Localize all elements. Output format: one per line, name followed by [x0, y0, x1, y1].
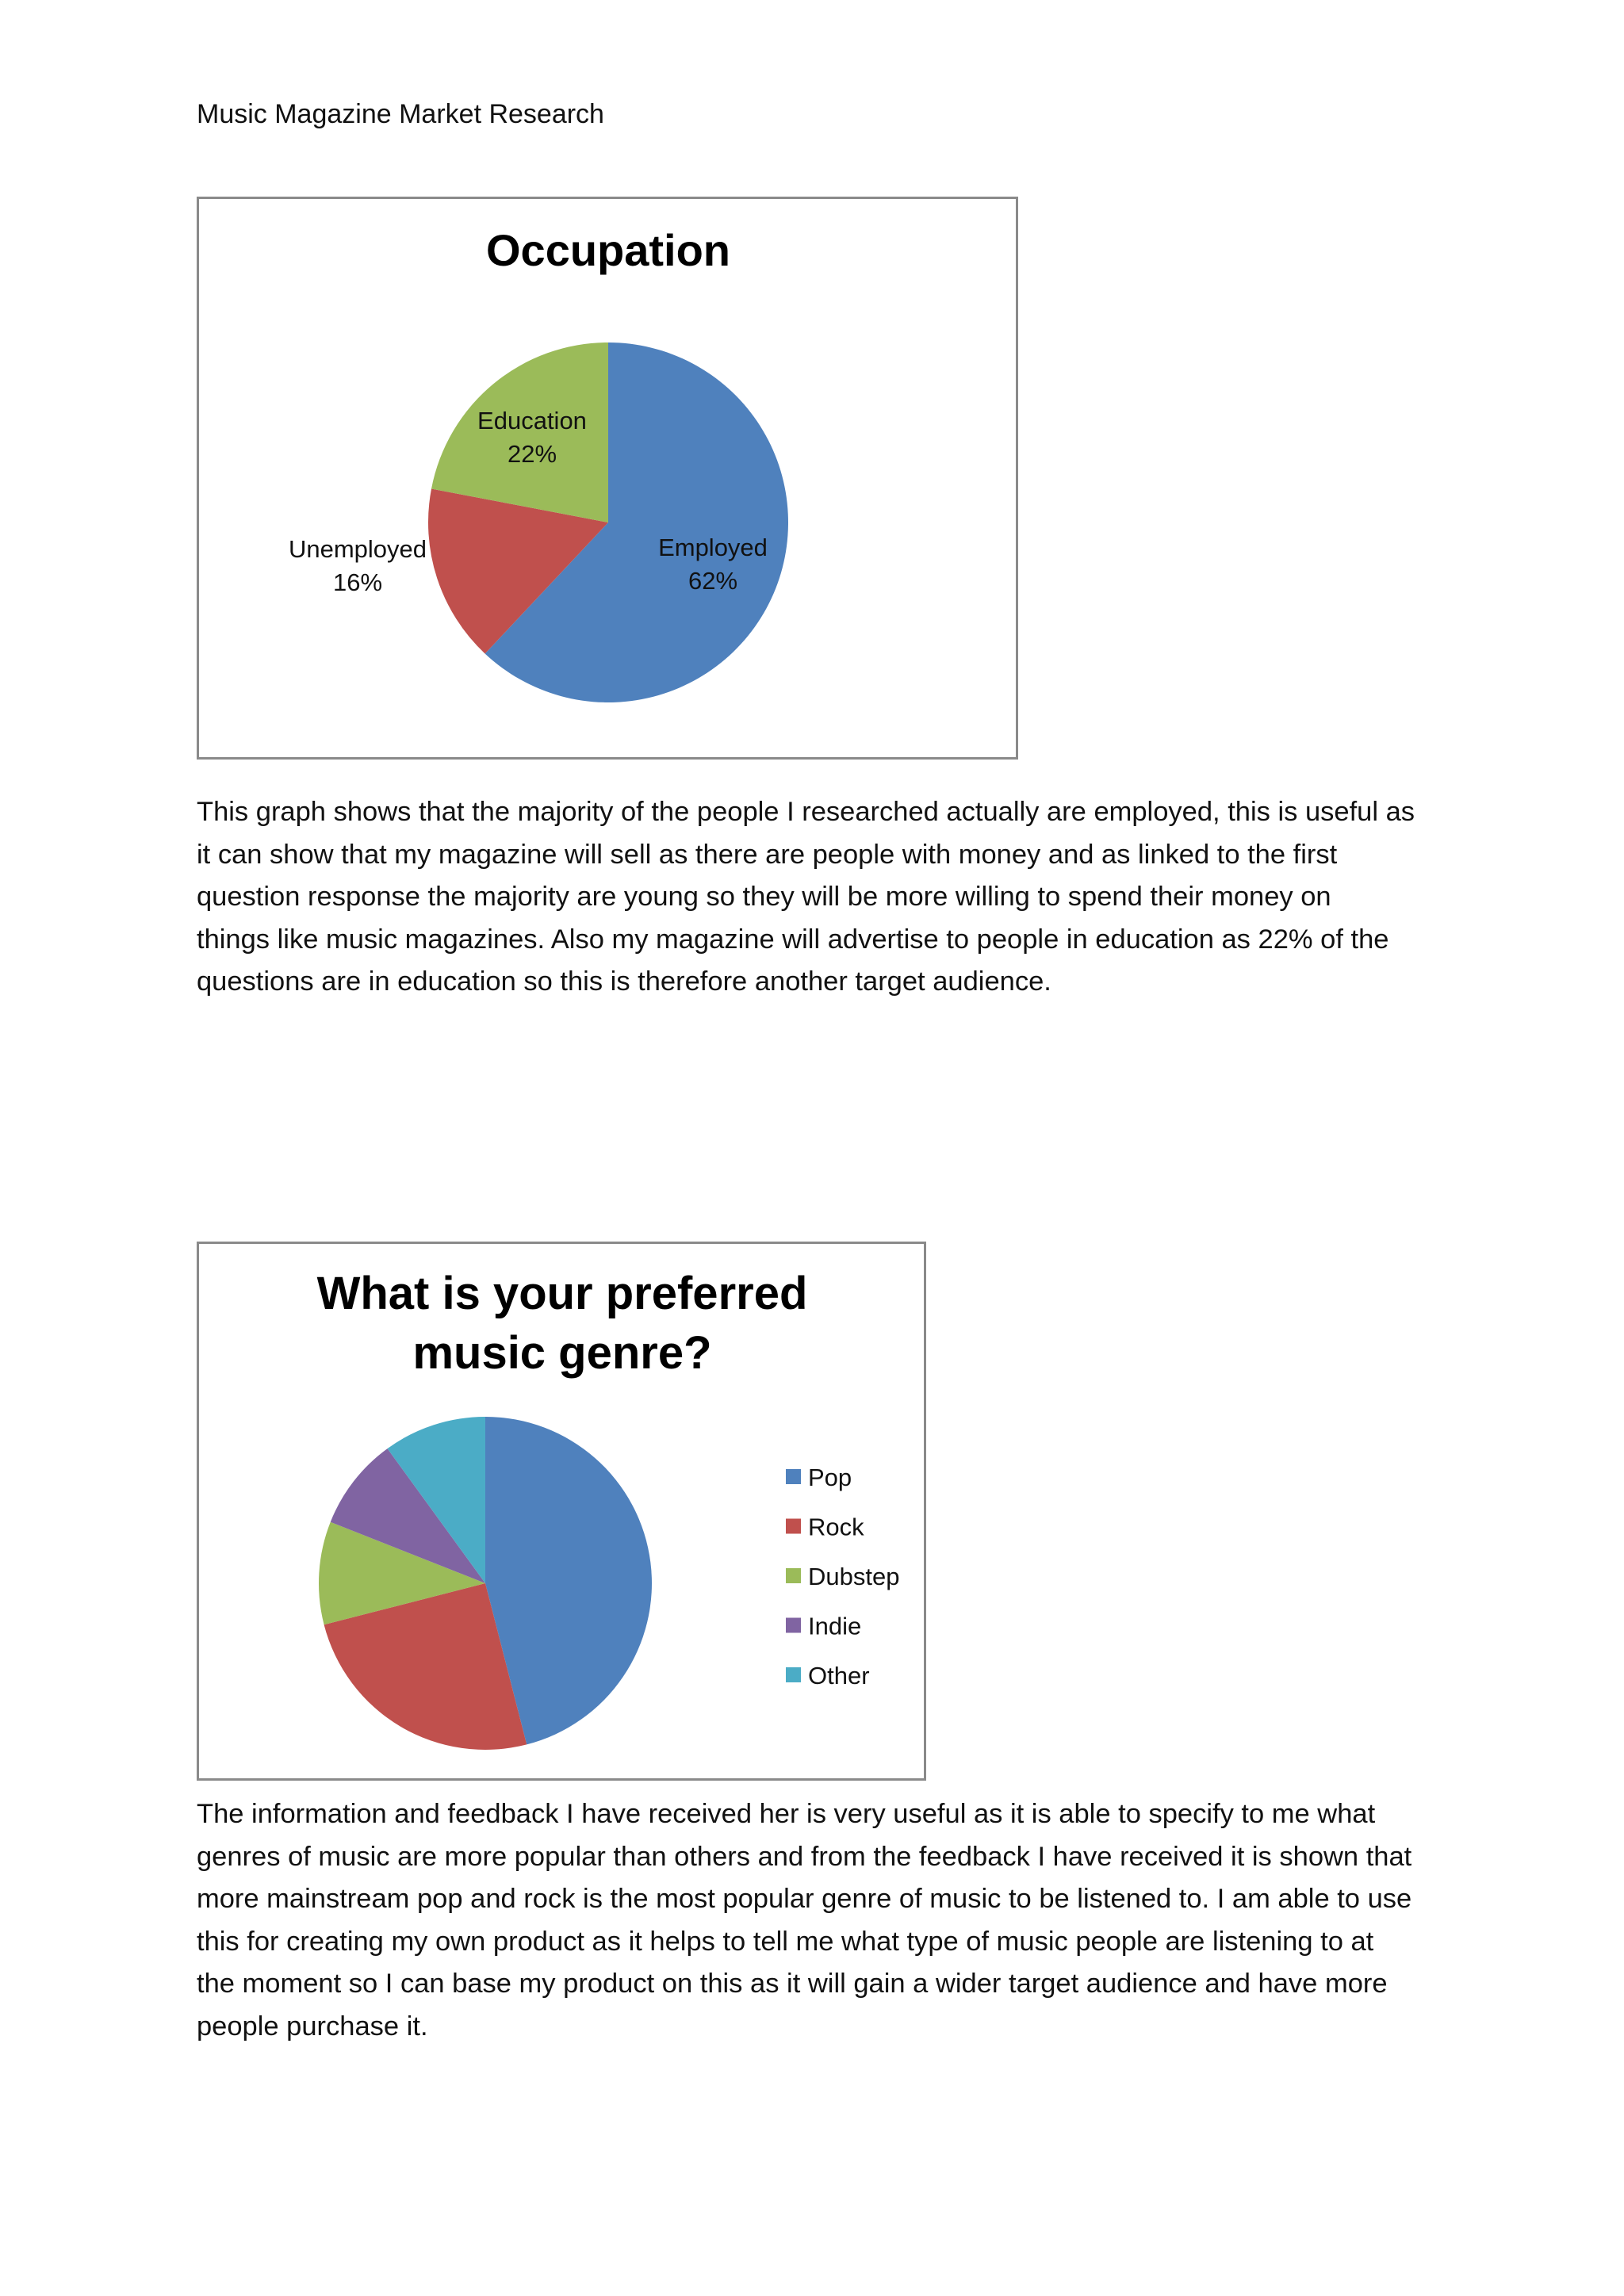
- genre-commentary: The information and feedback I have received her is very useful as it is able to specify to me what genres of music are more popular than others and from the feedback I have received it is shown that more mainstream pop and rock is the most popular genre of music to be listened to. I am able to use this for creating my own product as it helps to tell me what type of music people are listening to at the moment so I can base my product on this as it will gain a wider target audience and have more people purchase it.: [197, 1799, 1412, 2042]
- document-header: Music Magazine Market Research: [197, 99, 604, 129]
- chart-title: Occupation: [485, 225, 731, 275]
- legend-swatch-dubstep: [786, 1568, 801, 1583]
- legend-swatch-other: [786, 1667, 801, 1682]
- data-label-unemployed: Unemployed 16%: [288, 535, 427, 596]
- legend-label-other: Other: [808, 1662, 870, 1689]
- genre-chart: [197, 1242, 926, 1781]
- data-label-employed: Employed 62%: [658, 534, 768, 595]
- legend-swatch-indie: [786, 1618, 801, 1633]
- chart-legend: [786, 1464, 899, 1689]
- chart-title-line-2: music genre?: [412, 1327, 712, 1379]
- legend-label-rock: Rock: [808, 1513, 864, 1541]
- chart-title-line-1: What is your preferred: [316, 1268, 808, 1319]
- legend-label-pop: Pop: [808, 1464, 852, 1491]
- legend-swatch-pop: [786, 1469, 801, 1484]
- occupation-commentary: This graph shows that the majority of the people I researched actually are employed, this is useful as it can show that my magazine will sell as there are people with money and as linked to the first question response the majority are young so they will be more willing to spend their money on things like music magazines. Also my magazine will advertise to people in education as 22% of the questions are in education so this is therefore another target audience.: [197, 797, 1415, 997]
- genre-pie-svg: [199, 1244, 924, 1778]
- occupation-pie-svg: [199, 199, 1016, 757]
- legend-label-dubstep: Dubstep: [808, 1563, 900, 1590]
- data-label-education: Education 22%: [477, 407, 587, 468]
- legend-swatch-rock: [786, 1519, 801, 1534]
- legend-label-indie: Indie: [808, 1612, 862, 1640]
- occupation-chart: [197, 197, 1018, 760]
